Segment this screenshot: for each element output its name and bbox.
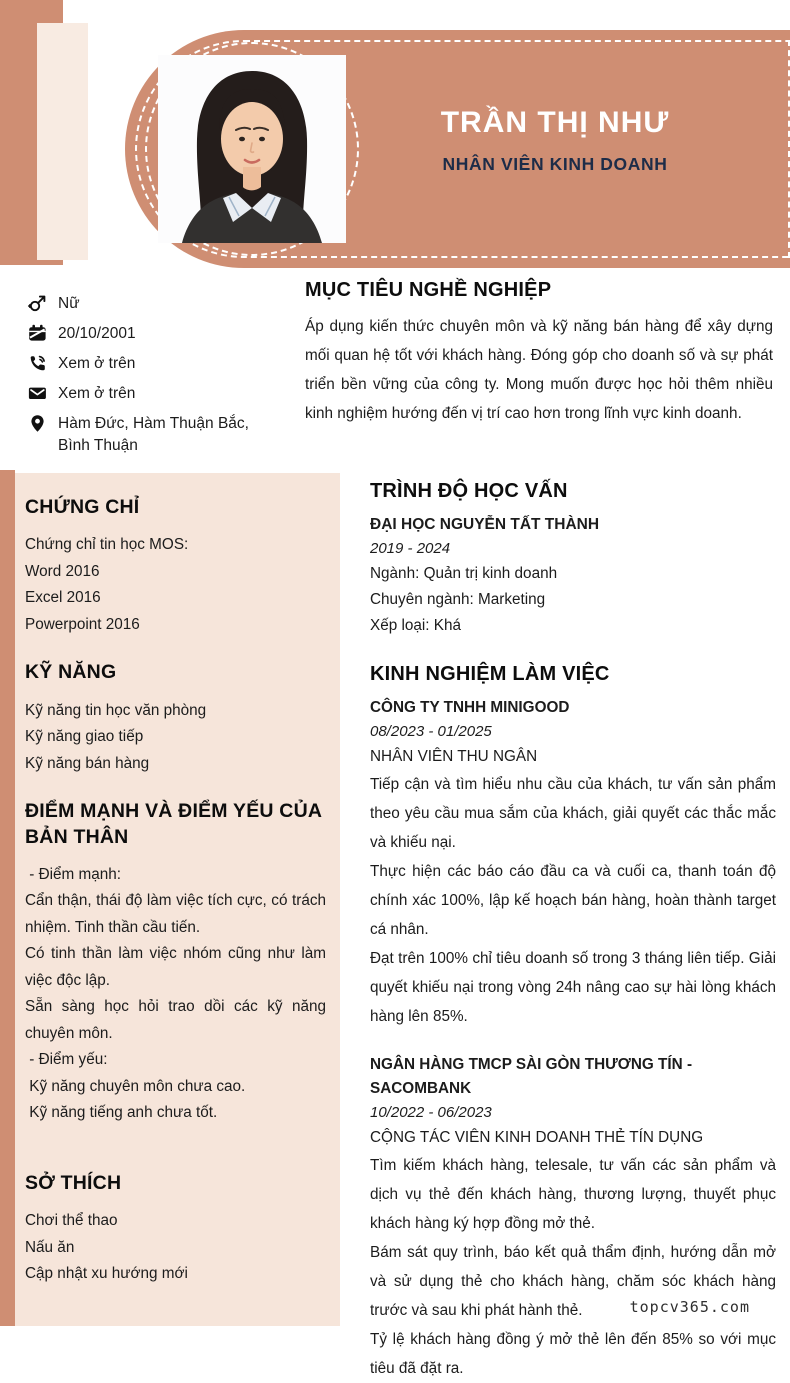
skill-item: Kỹ năng tin học văn phòng — [25, 701, 207, 719]
strengths-item: - Điểm mạnh: — [25, 865, 122, 883]
profile-photo-frame — [145, 42, 359, 256]
section-experience — [370, 663, 776, 1383]
job-description: Tiếp cận và tìm hiểu nhu cầu của khách, tư vấn sản phẩm theo yêu cầu mua sắm của khách, giải quyết các thắc mắc và khiếu nại. — [370, 776, 776, 851]
contact-value-email: Xem ở trên — [58, 385, 136, 402]
strengths-item: Sẵn sàng học hỏi trao dồi các kỹ năng chuyên môn. — [25, 998, 331, 1042]
header-accent-bar-light — [37, 23, 88, 260]
certificate-item: Excel 2016 — [25, 589, 101, 607]
location-icon — [28, 414, 47, 433]
education-detail: Ngành: Quản trị kinh doanh — [370, 565, 558, 582]
section-education — [370, 480, 776, 639]
education-school: ĐẠI HỌC NGUYỄN TẤT THÀNH — [370, 516, 600, 533]
contact-row-phone — [28, 353, 310, 375]
job-role: CỘNG TÁC VIÊN KINH DOANH THẺ TÍN DỤNG — [370, 1129, 704, 1146]
objective-body: Áp dụng kiến thức chuyên môn và kỹ năng bán hàng để xây dựng mối quan hệ tốt với khách hàng. Đóng góp cho doanh số và sự phát triển bền vững của công ty. Mong muốn được học hỏi thêm nhiều kinh nghiệm hướng đến vị trí cao hơn trong lĩnh vực kinh doanh. — [305, 318, 773, 422]
strengths-item: Kỹ năng chuyên môn chưa cao. — [25, 1077, 246, 1095]
certificates-title: CHỨNG CHỈ — [25, 496, 140, 518]
hobby-item: Chơi thể thao — [25, 1212, 118, 1230]
sidebar — [15, 473, 340, 1326]
email-icon — [28, 384, 47, 403]
candidate-job-title: NHÂN VIÊN KINH DOANH — [442, 153, 668, 174]
experience-job — [370, 696, 776, 1031]
skill-item: Kỹ năng giao tiếp — [25, 728, 144, 746]
objective-title: MỤC TIÊU NGHỀ NGHIỆP — [305, 279, 552, 301]
hobby-item: Nấu ăn — [25, 1238, 75, 1256]
header — [125, 30, 790, 268]
experience-job — [370, 1053, 776, 1383]
strengths-item: Kỹ năng tiếng anh chưa tốt. — [25, 1104, 218, 1122]
job-role: NHÂN VIÊN THU NGÂN — [370, 748, 538, 765]
job-description: Đạt trên 100% chỉ tiêu doanh số trong 3 tháng liên tiếp. Giải quyết khiếu nại trong vòng 24h nâng cao sự hài lòng khách hàng lên 85%. — [370, 950, 776, 1025]
contact-value-gender: Nữ — [58, 295, 80, 312]
contact-value-birthday: 20/10/2001 — [58, 325, 136, 342]
education-detail: Xếp loại: Khá — [370, 617, 461, 634]
gender-icon — [28, 294, 47, 313]
skills-title: KỸ NĂNG — [25, 661, 117, 684]
certificate-item: Word 2016 — [25, 562, 100, 580]
hobbies-title: SỞ THÍCH — [25, 1171, 122, 1194]
job-description: Thực hiện các báo cáo đầu ca và cuối ca, thanh toán độ chính xác 100%, lập kế hoạch bán hàng, hoàn thành target cá nhân. — [370, 863, 776, 938]
job-description: Tìm kiếm khách hàng, telesale, tư vấn các sản phẩm và dịch vụ thẻ đến khách hàng, thương lượng, thuyết phục khách hàng ký hợp đồng mở thẻ. — [370, 1157, 776, 1232]
section-objective — [305, 279, 773, 428]
skill-item: Kỹ năng bán hàng — [25, 754, 150, 772]
job-company: NGÂN HÀNG TMCP SÀI GÒN THƯƠNG TÍN - SACOMBANK — [370, 1056, 693, 1097]
profile-photo — [158, 55, 346, 243]
sidebar-accent-strip — [0, 470, 15, 1326]
contact-value-phone: Xem ở trên — [58, 355, 136, 372]
strengths-item: - Điểm yếu: — [25, 1051, 108, 1069]
contact-info — [28, 293, 310, 465]
hobby-item: Cập nhật xu hướng mới — [25, 1265, 188, 1283]
education-detail: Chuyên ngành: Marketing — [370, 591, 546, 608]
certificate-item: Chứng chỉ tin học MOS: — [25, 536, 189, 554]
header-text — [340, 106, 770, 175]
job-description: Bám sát quy trình, báo kết quả thẩm định, hướng dẫn mở và sử dụng thẻ cho khách hàng, chăm sóc khách hàng trước và sau khi phát hành thẻ. — [370, 1244, 776, 1319]
certificate-item: Powerpoint 2016 — [25, 615, 140, 633]
contact-row-email — [28, 383, 310, 405]
watermark: topcv365.com — [629, 1298, 750, 1316]
contact-row-gender — [28, 293, 310, 315]
job-company: CÔNG TY TNHH MINIGOOD — [370, 699, 570, 716]
job-period: 08/2023 - 01/2025 — [370, 723, 492, 740]
strengths-item: Có tinh thần làm việc nhóm cũng như làm việc độc lập. — [25, 945, 331, 989]
job-description: Tỷ lệ khách hàng đồng ý mở thẻ lên đến 85% so với mục tiêu đã đặt ra. — [370, 1331, 776, 1377]
contact-row-birthday — [28, 323, 310, 345]
education-title: TRÌNH ĐỘ HỌC VẤN — [370, 480, 568, 502]
strengths-item: Cẩn thận, thái độ làm việc tích cực, có trách nhiệm. Tinh thần cầu tiến. — [25, 892, 331, 936]
phone-icon — [28, 354, 47, 373]
contact-row-address — [28, 413, 310, 457]
calendar-icon — [28, 324, 47, 343]
contact-value-address: Hàm Đức, Hàm Thuận Bắc, Bình Thuận — [58, 415, 249, 454]
job-period: 10/2022 - 06/2023 — [370, 1104, 492, 1121]
strengths-title: ĐIỂM MẠNH VÀ ĐIỂM YẾU CỦA BẢN THÂN — [25, 800, 322, 848]
avatar — [158, 55, 346, 243]
education-period: 2019 - 2024 — [370, 540, 451, 557]
candidate-name: TRẦN THỊ NHƯ — [440, 106, 670, 139]
experience-title: KINH NGHIỆM LÀM VIỆC — [370, 663, 610, 685]
main-column — [370, 480, 776, 1383]
